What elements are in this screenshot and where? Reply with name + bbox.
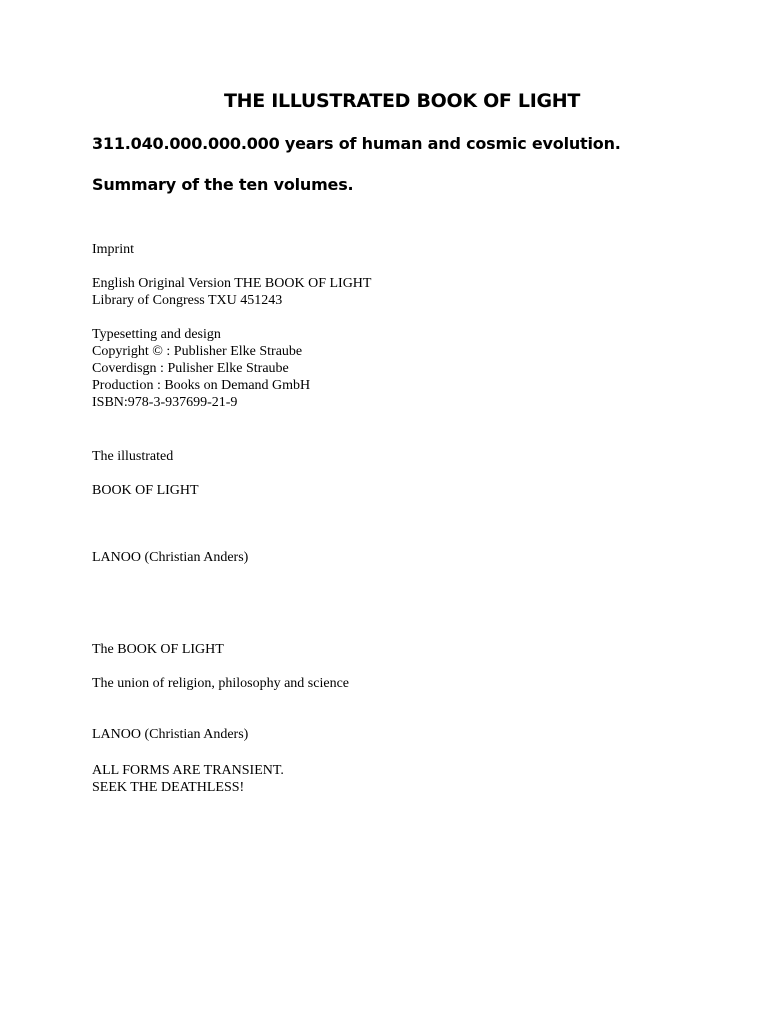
imprint-credit-line: Coverdisgn : Pulisher Elke Straube (92, 361, 289, 376)
document-title: THE ILLUSTRATED BOOK OF LIGHT (223, 90, 581, 112)
motto-line: SEEK THE DEATHLESS! (92, 780, 245, 795)
imprint-credit-line: Production : Books on Demand GmbH (92, 378, 311, 393)
title-page-line-2: The union of religion, philosophy and science (92, 676, 349, 691)
half-title-line-1: The illustrated (92, 449, 174, 464)
title-page-author: LANOO (Christian Anders) (92, 727, 249, 742)
half-title-line-2: BOOK OF LIGHT (92, 483, 199, 498)
imprint-credit-line: Typesetting and design (92, 327, 221, 342)
imprint-credit-line: Copyright © : Publisher Elke Straube (92, 344, 303, 359)
half-title-author: LANOO (Christian Anders) (92, 550, 249, 565)
motto-block (92, 762, 284, 796)
title-page-line-1: The BOOK OF LIGHT (92, 642, 224, 657)
imprint-edition-line: English Original Version THE BOOK OF LIGHT (92, 276, 372, 291)
imprint-credit-line: ISBN:978-3-937699-21-9 (92, 395, 238, 410)
imprint-credits-block (92, 326, 310, 411)
imprint-heading: Imprint (92, 242, 134, 257)
motto-line: ALL FORMS ARE TRANSIENT. (92, 763, 284, 778)
imprint-edition-line: Library of Congress TXU 451243 (92, 293, 283, 308)
subtitle-summary: Summary of the ten volumes. (92, 175, 354, 194)
imprint-edition-block (92, 275, 371, 309)
subtitle-evolution: 311.040.000.000.000 years of human and cosmic evolution. (92, 134, 621, 153)
